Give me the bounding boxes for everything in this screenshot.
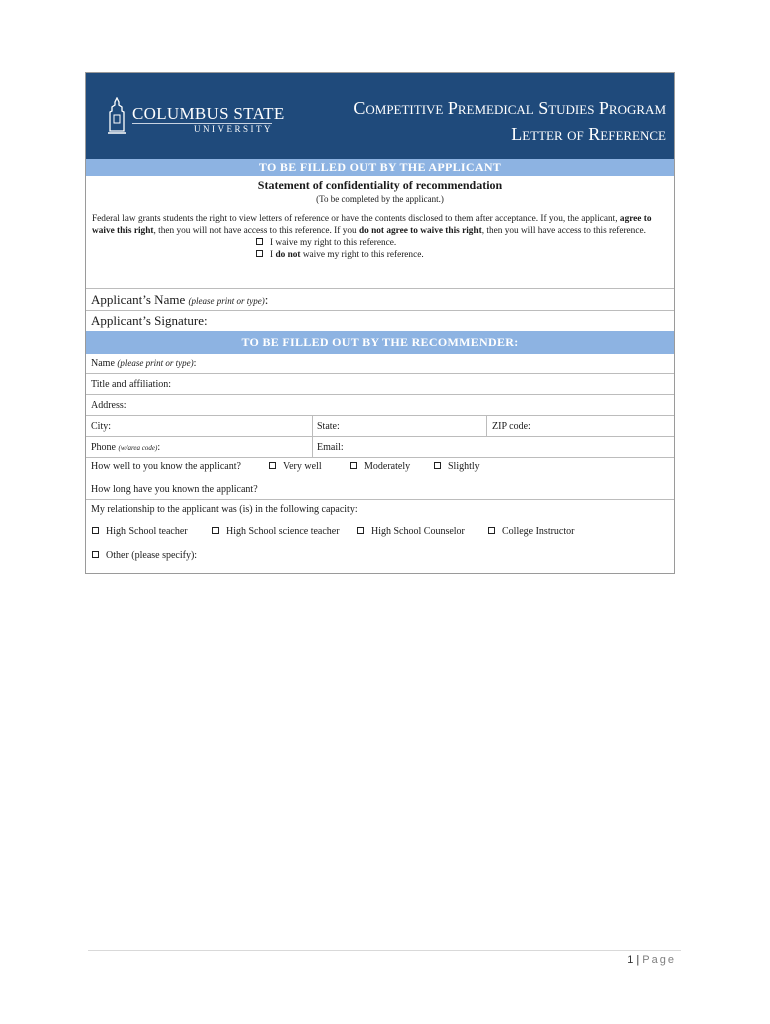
checkbox[interactable] [434, 462, 441, 469]
applicant-name-label: Applicant’s Name [91, 292, 186, 307]
page-footer [627, 954, 676, 966]
know-option-label: Very well [283, 461, 322, 472]
checkbox[interactable] [92, 527, 99, 534]
checkbox[interactable] [357, 527, 364, 534]
reference-form [85, 72, 675, 574]
relationship-option-label: High School science teacher [226, 526, 340, 537]
recommender-section-header: TO BE FILLED OUT BY THE RECOMMENDER: [86, 331, 674, 354]
phone-email-row [86, 436, 674, 457]
confidentiality-statement [86, 178, 674, 288]
statement-agree-bold: agree to waive this right [92, 214, 652, 236]
applicant-section-header: TO BE FILLED OUT BY THE APPLICANT [86, 159, 674, 176]
statement-not-agree-bold: do not agree to waive this right [358, 226, 482, 236]
column-divider [312, 437, 313, 457]
know-option-label: Moderately [364, 461, 411, 472]
waive-checkbox[interactable] [256, 238, 263, 245]
statement-subtitle: (To be completed by the applicant.) [316, 194, 444, 204]
logo-name: COLUMBUS STATE [132, 104, 285, 123]
relationship-option-hs-counselor[interactable] [357, 525, 465, 538]
applicant-name-hint: (please print or type) [188, 296, 265, 306]
university-logo [106, 97, 285, 137]
applicant-signature-field[interactable] [86, 310, 674, 331]
title-affiliation-field[interactable] [86, 373, 674, 394]
page-number: 1 [627, 954, 634, 966]
zip-label[interactable]: ZIP code: [492, 421, 531, 432]
acquaintance-block [86, 457, 674, 499]
relationship-option-label: College Instructor [502, 526, 575, 537]
know-option-very-well[interactable] [269, 460, 322, 473]
waive-option[interactable] [86, 237, 674, 249]
city-state-zip-row [86, 415, 674, 436]
not-waive-bold: do not [275, 250, 301, 260]
statement-text-part: Federal law grants students the right to view letters of reference or have the contents disclosed to them after acceptance. If you, the applicant, [92, 214, 618, 224]
state-label[interactable]: State: [317, 421, 340, 432]
not-waive-label: I [270, 250, 274, 260]
column-divider [312, 416, 313, 436]
checkbox[interactable] [488, 527, 495, 534]
know-option-moderately[interactable] [350, 460, 410, 473]
checkbox[interactable] [212, 527, 219, 534]
checkbox[interactable] [269, 462, 276, 469]
relationship-option-college-instructor[interactable] [488, 525, 574, 538]
page-separator: | [636, 954, 640, 966]
relationship-block [86, 499, 674, 565]
statement-text [86, 213, 674, 237]
city-label[interactable]: City: [91, 421, 112, 432]
statement-text-part: , then you will have access to this reference. [481, 226, 646, 236]
know-option-slightly[interactable] [434, 460, 480, 473]
know-option-label: Slightly [448, 461, 480, 472]
recommender-name-hint: (please print or type) [117, 358, 194, 368]
phone-colon: : [157, 442, 161, 453]
applicant-name-colon: : [264, 292, 269, 307]
phone-hint: (w/area code) [118, 444, 158, 452]
checkbox[interactable] [350, 462, 357, 469]
tower-icon [106, 97, 128, 135]
waive-option-label: I waive my right to this reference. [270, 238, 397, 248]
not-waive-label: waive my right to this reference. [302, 250, 424, 260]
address-label: Address: [91, 400, 127, 411]
how-long-question[interactable]: How long have you known the applicant? [91, 484, 258, 495]
relationship-option-other[interactable] [92, 549, 197, 562]
not-waive-checkbox[interactable] [256, 250, 263, 257]
column-divider [486, 416, 487, 436]
form-header [86, 73, 674, 159]
relationship-question: My relationship to the applicant was (is) in the following capacity: [91, 504, 358, 515]
address-field[interactable] [86, 394, 674, 415]
relationship-other-label: Other (please specify): [106, 550, 198, 561]
relationship-option-hs-science-teacher[interactable] [212, 525, 340, 538]
title-affiliation-label: Title and affiliation: [91, 379, 171, 390]
recommender-name-label: Name [91, 358, 115, 369]
page-label: Page [642, 954, 676, 966]
applicant-name-field[interactable] [86, 288, 674, 310]
logo-subtitle: UNIVERSITY [194, 124, 273, 134]
checkbox[interactable] [92, 551, 99, 558]
statement-title: Statement of confidentiality of recommendation [257, 178, 503, 192]
relationship-option-label: High School Counselor [371, 526, 465, 537]
form-title-line-2: Letter of Reference [511, 124, 666, 144]
recommender-name-colon: : [193, 358, 197, 369]
recommender-name-field[interactable] [86, 354, 674, 373]
not-waive-option[interactable] [86, 249, 674, 261]
applicant-signature-label: Applicant’s Signature: [91, 313, 208, 328]
email-label[interactable]: Email: [317, 442, 344, 453]
know-question: How well to you know the applicant? [91, 461, 241, 472]
relationship-option-hs-teacher[interactable] [92, 525, 188, 538]
footer-divider [88, 950, 681, 951]
phone-label[interactable]: Phone [91, 442, 116, 453]
form-title-line-1: Competitive Premedical Studies Program [353, 98, 666, 118]
relationship-option-label: High School teacher [106, 526, 188, 537]
statement-text-part: , then you will not have access to this reference. If you [153, 226, 357, 236]
